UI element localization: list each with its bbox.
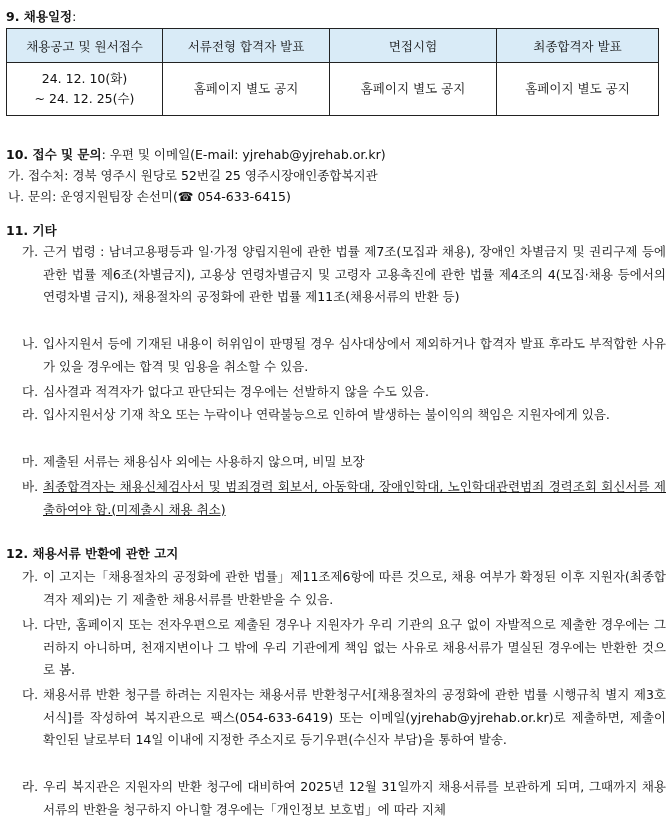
section-10-heading <box>6 145 386 163</box>
inquiry-label: 나. 문의: 운영지원팀장 손선미( <box>8 189 178 204</box>
section-11-item <box>22 476 666 521</box>
item-marker: 가. <box>22 569 39 584</box>
schedule-header-cell: 서류전형 합격자 발표 <box>163 29 330 63</box>
section-10-title: 10. 접수 및 문의 <box>6 147 102 162</box>
item-text: 이 고지는「채용절차의 공정화에 관한 법률」제11조제6항에 따른 것으로, 채용 여부가 확정된 이후 지원자(최종합격자 제외)는 기 제출한 채용서류를 반환받을 수 있음. <box>43 569 666 607</box>
section-12-heading: 12. 채용서류 반환에 관한 고지 <box>6 546 179 561</box>
section-12-item <box>22 614 666 682</box>
item-marker: 나. <box>22 336 39 351</box>
item-text: 입사지원서상 기재 착오 또는 누락이나 연락불능으로 인하여 발생하는 불이익의 책임은 지원자에게 있음. <box>43 407 610 422</box>
section-12-item <box>22 684 666 752</box>
section-9-colon: : <box>72 9 77 24</box>
section-10-contact: : 우편 및 이메일(E-mail: yjrehab@yjrehab.or.kr) <box>101 147 386 162</box>
schedule-header-cell: 채용공고 및 원서접수 <box>7 29 163 63</box>
item-marker: 라. <box>22 407 39 422</box>
section-11-item <box>22 404 666 427</box>
item-text: 우리 복지관은 지원자의 반환 청구에 대비하여 2025년 12월 31일까지 채용서류를 보관하게 되며, 그때까지 채용서류의 반환을 청구하지 아니할 경우에는「개인정보 보호법」에 따라 지체 <box>43 779 666 817</box>
item-text: 제출된 서류는 채용심사 외에는 사용하지 않으며, 비밀 보장 <box>43 454 365 469</box>
schedule-end-date: ~ 24. 12. 25(수) <box>34 91 135 106</box>
schedule-header-row <box>7 29 659 63</box>
item-marker: 나. <box>22 617 39 632</box>
schedule-data-row <box>7 63 659 116</box>
section-9-heading <box>6 7 76 25</box>
section-11-item <box>22 451 666 474</box>
section-11-item <box>22 333 666 378</box>
schedule-header-cell: 최종합격자 발표 <box>497 29 659 63</box>
schedule-cell: 홈페이지 별도 공지 <box>497 63 659 116</box>
schedule-start-date: 24. 12. 10(화) <box>41 71 128 86</box>
section-10-item-a: 가. 접수처: 경북 영주시 원당로 52번길 25 영주시장애인종합복지관 <box>8 168 378 183</box>
inquiry-phone: 054-633-6415) <box>193 189 291 204</box>
item-text: 입사지원서 등에 기재된 내용이 허위임이 판명될 경우 심사대상에서 제외하거나 합격자 발표 후라도 부적합한 사유가 있을 경우에는 합격 및 임용을 취소할 수 있음. <box>43 336 666 374</box>
item-marker: 다. <box>22 384 39 399</box>
item-marker: 가. <box>22 244 39 259</box>
item-text: 근거 법령 : 남녀고용평등과 일·가정 양립지원에 관한 법률 제7조(모집과 채용), 장애인 차별금지 및 권리구제 등에 관한 법률 제6조(차별금지), 고용상 연령차별금지 및 고령자 고용촉진에 관한 법률 제4조의 4(모집·채용 등에서의 연령차별 금지), 채용절차의 공정화에 관한 법률 제11조(채용서류의 반환 등) <box>43 244 666 304</box>
schedule-cell: 홈페이지 별도 공지 <box>330 63 497 116</box>
item-text: 채용서류 반환 청구를 하려는 지원자는 채용서류 반환청구서[채용절차의 공정화에 관한 법률 시행규칙 별지 제3호 서식]를 작성하여 복지관으로 팩스(054-633-6419) 또는 이메일(yjrehab@yjrehab.or.kr)로 제출하면, 제출이 확인된 날로부터 14일 이내에 지정한 주소지로 등기우편(수신자 부담)을 통하여 발송. <box>43 687 666 747</box>
schedule-period-cell <box>7 63 163 116</box>
schedule-cell: 홈페이지 별도 공지 <box>163 63 330 116</box>
item-text: 다만, 홈페이지 또는 전자우편으로 제출된 경우나 지원자가 우리 기관의 요구 없이 자발적으로 제출한 경우에는 그러하지 아니하며, 천재지변이나 그 밖에 우리 기관에게 책임 없는 사유로 채용서류가 멸실된 경우에는 반환한 것으로 봄. <box>43 617 666 677</box>
schedule-header-cell: 면접시험 <box>330 29 497 63</box>
section-12-item <box>22 566 666 611</box>
section-10-item-b <box>8 187 291 205</box>
item-marker: 마. <box>22 454 39 469</box>
section-12-item <box>22 776 666 821</box>
phone-icon: ☎ <box>177 189 194 204</box>
schedule-table <box>6 28 659 116</box>
section-11-heading: 11. 기타 <box>6 223 57 238</box>
item-marker: 다. <box>22 687 39 702</box>
item-text: 심사결과 적격자가 없다고 판단되는 경우에는 선발하지 않을 수도 있음. <box>43 384 429 399</box>
item-marker: 바. <box>22 479 39 494</box>
item-marker: 라. <box>22 779 39 794</box>
section-11-item <box>22 241 666 309</box>
section-9-title: 9. 채용일정 <box>6 9 73 24</box>
item-text-underlined: 최종합격자는 채용신체검사서 및 범죄경력 회보서, 아동학대, 장애인학대, 노인학대관련범죄 경력조회 회신서를 제출하여야 함.(미제출시 채용 취소) <box>43 479 666 517</box>
section-11-item <box>22 381 666 404</box>
